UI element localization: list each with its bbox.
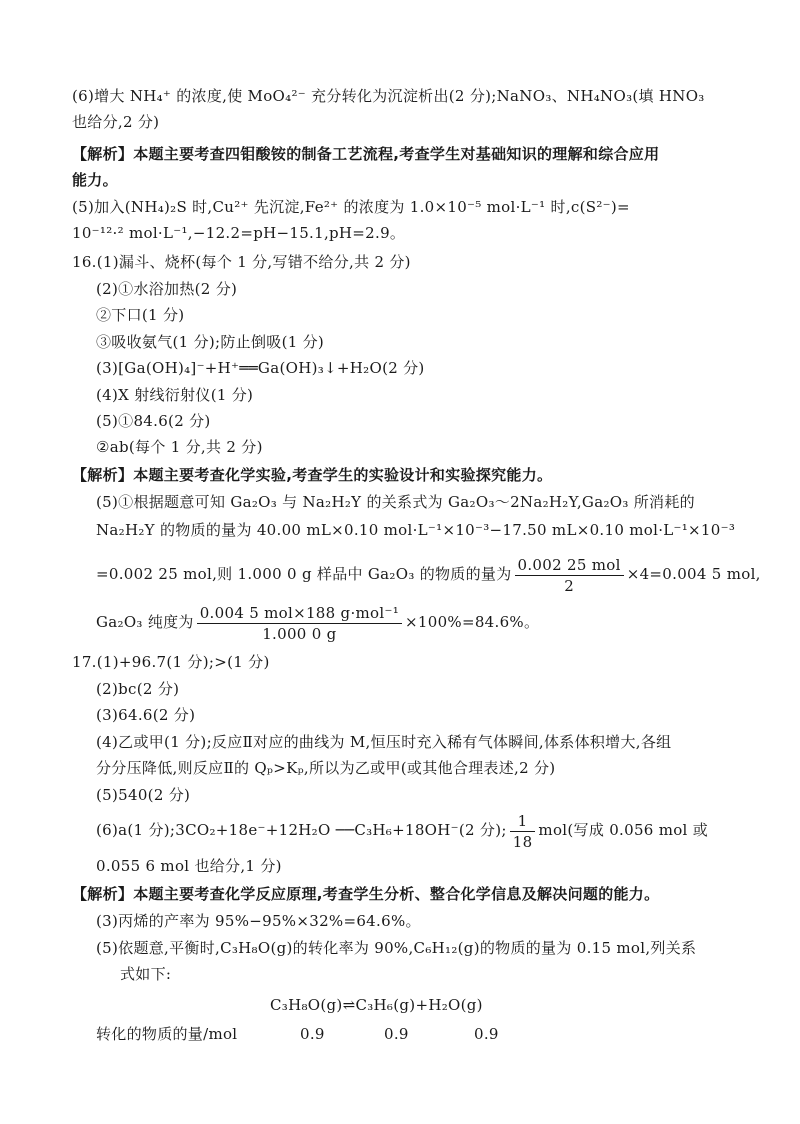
fraction-line <box>96 810 708 852</box>
answer-line: 也给分,2 分) <box>72 113 160 131</box>
equilibrium-equation: C₃H₈O(g)⇌C₃H₆(g)+H₂O(g) <box>270 996 483 1014</box>
answer-line: (5)①根据题意可知 Ga₂O₃ 与 Na₂H₂Y 的关系式为 Ga₂O₃～2Na₂H₂Y,Ga₂O₃ 所消耗的 <box>96 493 695 511</box>
answer-text: (6)a(1 分);3CO₂+18e⁻+12H₂O ──C₃H₆+18OH⁻(2 分); <box>96 821 507 839</box>
question-17: 17.(1)+96.7(1 分);>(1 分) <box>72 653 270 671</box>
answer-line: (3)丙烯的产率为 95%−95%×32%=64.6%。 <box>96 912 421 930</box>
analysis-heading: 【解析】本题主要考查化学实验,考查学生的实验设计和实验探究能力。 <box>72 466 553 484</box>
analysis-heading: 【解析】本题主要考查化学反应原理,考查学生分析、整合化学信息及解决问题的能力。 <box>72 885 660 903</box>
answer-line: (5)依题意,平衡时,C₃H₈O(g)的转化率为 90%,C₆H₁₂(g)的物质的量为 0.15 mol,列关系 <box>96 939 697 957</box>
fraction <box>515 555 624 596</box>
fraction-denominator: 1.000 0 g <box>262 624 337 643</box>
answer-line: ②ab(每个 1 分,共 2 分) <box>96 438 263 456</box>
answer-text: ×4=0.004 5 mol, <box>626 565 761 583</box>
answer-line: (2)bc(2 分) <box>96 680 180 698</box>
answer-line: ②下口(1 分) <box>96 306 185 324</box>
answer-text: ×100%=84.6%。 <box>405 613 540 631</box>
answer-line: (5)加入(NH₄)₂S 时,Cu²⁺ 先沉淀,Fe²⁺ 的浓度为 1.0×10⁻⁵ mol·L⁻¹ 时,c(S²⁻)= <box>72 198 630 216</box>
answer-line: 分分压降低,则反应Ⅱ的 Qₚ>Kₚ,所以为乙或甲(或其他合理表述,2 分) <box>96 759 556 777</box>
fraction-denominator: 2 <box>564 576 575 595</box>
fraction-denominator: 18 <box>512 832 533 851</box>
question-16: 16.(1)漏斗、烧杯(每个 1 分,写错不给分,共 2 分) <box>72 253 411 271</box>
fraction <box>197 603 402 644</box>
answer-text: =0.002 25 mol,则 1.000 0 g 样品中 Ga₂O₃ 的物质的量为 <box>96 565 512 583</box>
answer-line: 10⁻¹²·² mol·L⁻¹,−12.2=pH−15.1,pH=2.9。 <box>72 224 406 242</box>
analysis-heading: 能力。 <box>72 171 118 189</box>
answer-line: (4)乙或甲(1 分);反应Ⅱ对应的曲线为 M,恒压时充入稀有气体瞬间,体系体积增大,各组 <box>96 733 672 751</box>
answer-line: (3)[Ga(OH)₄]⁻+H⁺══Ga(OH)₃↓+H₂O(2 分) <box>96 359 425 377</box>
table-row-label: 转化的物质的量/mol <box>96 1025 238 1043</box>
analysis-heading: 【解析】本题主要考查四钼酸铵的制备工艺流程,考查学生对基础知识的理解和综合应用 <box>72 145 660 163</box>
answer-line: (3)64.6(2 分) <box>96 706 196 724</box>
fraction-line <box>96 554 761 596</box>
fraction-numerator: 0.002 25 mol <box>515 555 624 576</box>
answer-line: 0.055 6 mol 也给分,1 分) <box>96 857 282 875</box>
answer-line: (5)①84.6(2 分) <box>96 412 211 430</box>
answer-line: (2)①水浴加热(2 分) <box>96 280 238 298</box>
answer-line: 式如下: <box>120 965 172 983</box>
table-cell: 0.9 <box>474 1025 499 1043</box>
fraction-line <box>96 602 539 644</box>
fraction <box>510 811 536 852</box>
table-cell: 0.9 <box>384 1025 409 1043</box>
fraction-numerator: 1 <box>510 811 536 832</box>
answer-line: (6)增大 NH₄⁺ 的浓度,使 MoO₄²⁻ 充分转化为沉淀析出(2 分);NaNO₃、NH₄NO₃(填 HNO₃ <box>72 87 705 105</box>
answer-line: ③吸收氨气(1 分);防止倒吸(1 分) <box>96 333 325 351</box>
answer-line: (4)X 射线衍射仪(1 分) <box>96 386 254 404</box>
answer-line: Na₂H₂Y 的物质的量为 40.00 mL×0.10 mol·L⁻¹×10⁻³−17.50 mL×0.10 mol·L⁻¹×10⁻³ <box>96 521 736 539</box>
fraction-numerator: 0.004 5 mol×188 g·mol⁻¹ <box>197 603 402 624</box>
answer-line: (5)540(2 分) <box>96 786 191 804</box>
answer-text: Ga₂O₃ 纯度为 <box>96 613 194 631</box>
table-cell: 0.9 <box>300 1025 325 1043</box>
answer-text: mol(写成 0.056 mol 或 <box>538 821 709 839</box>
